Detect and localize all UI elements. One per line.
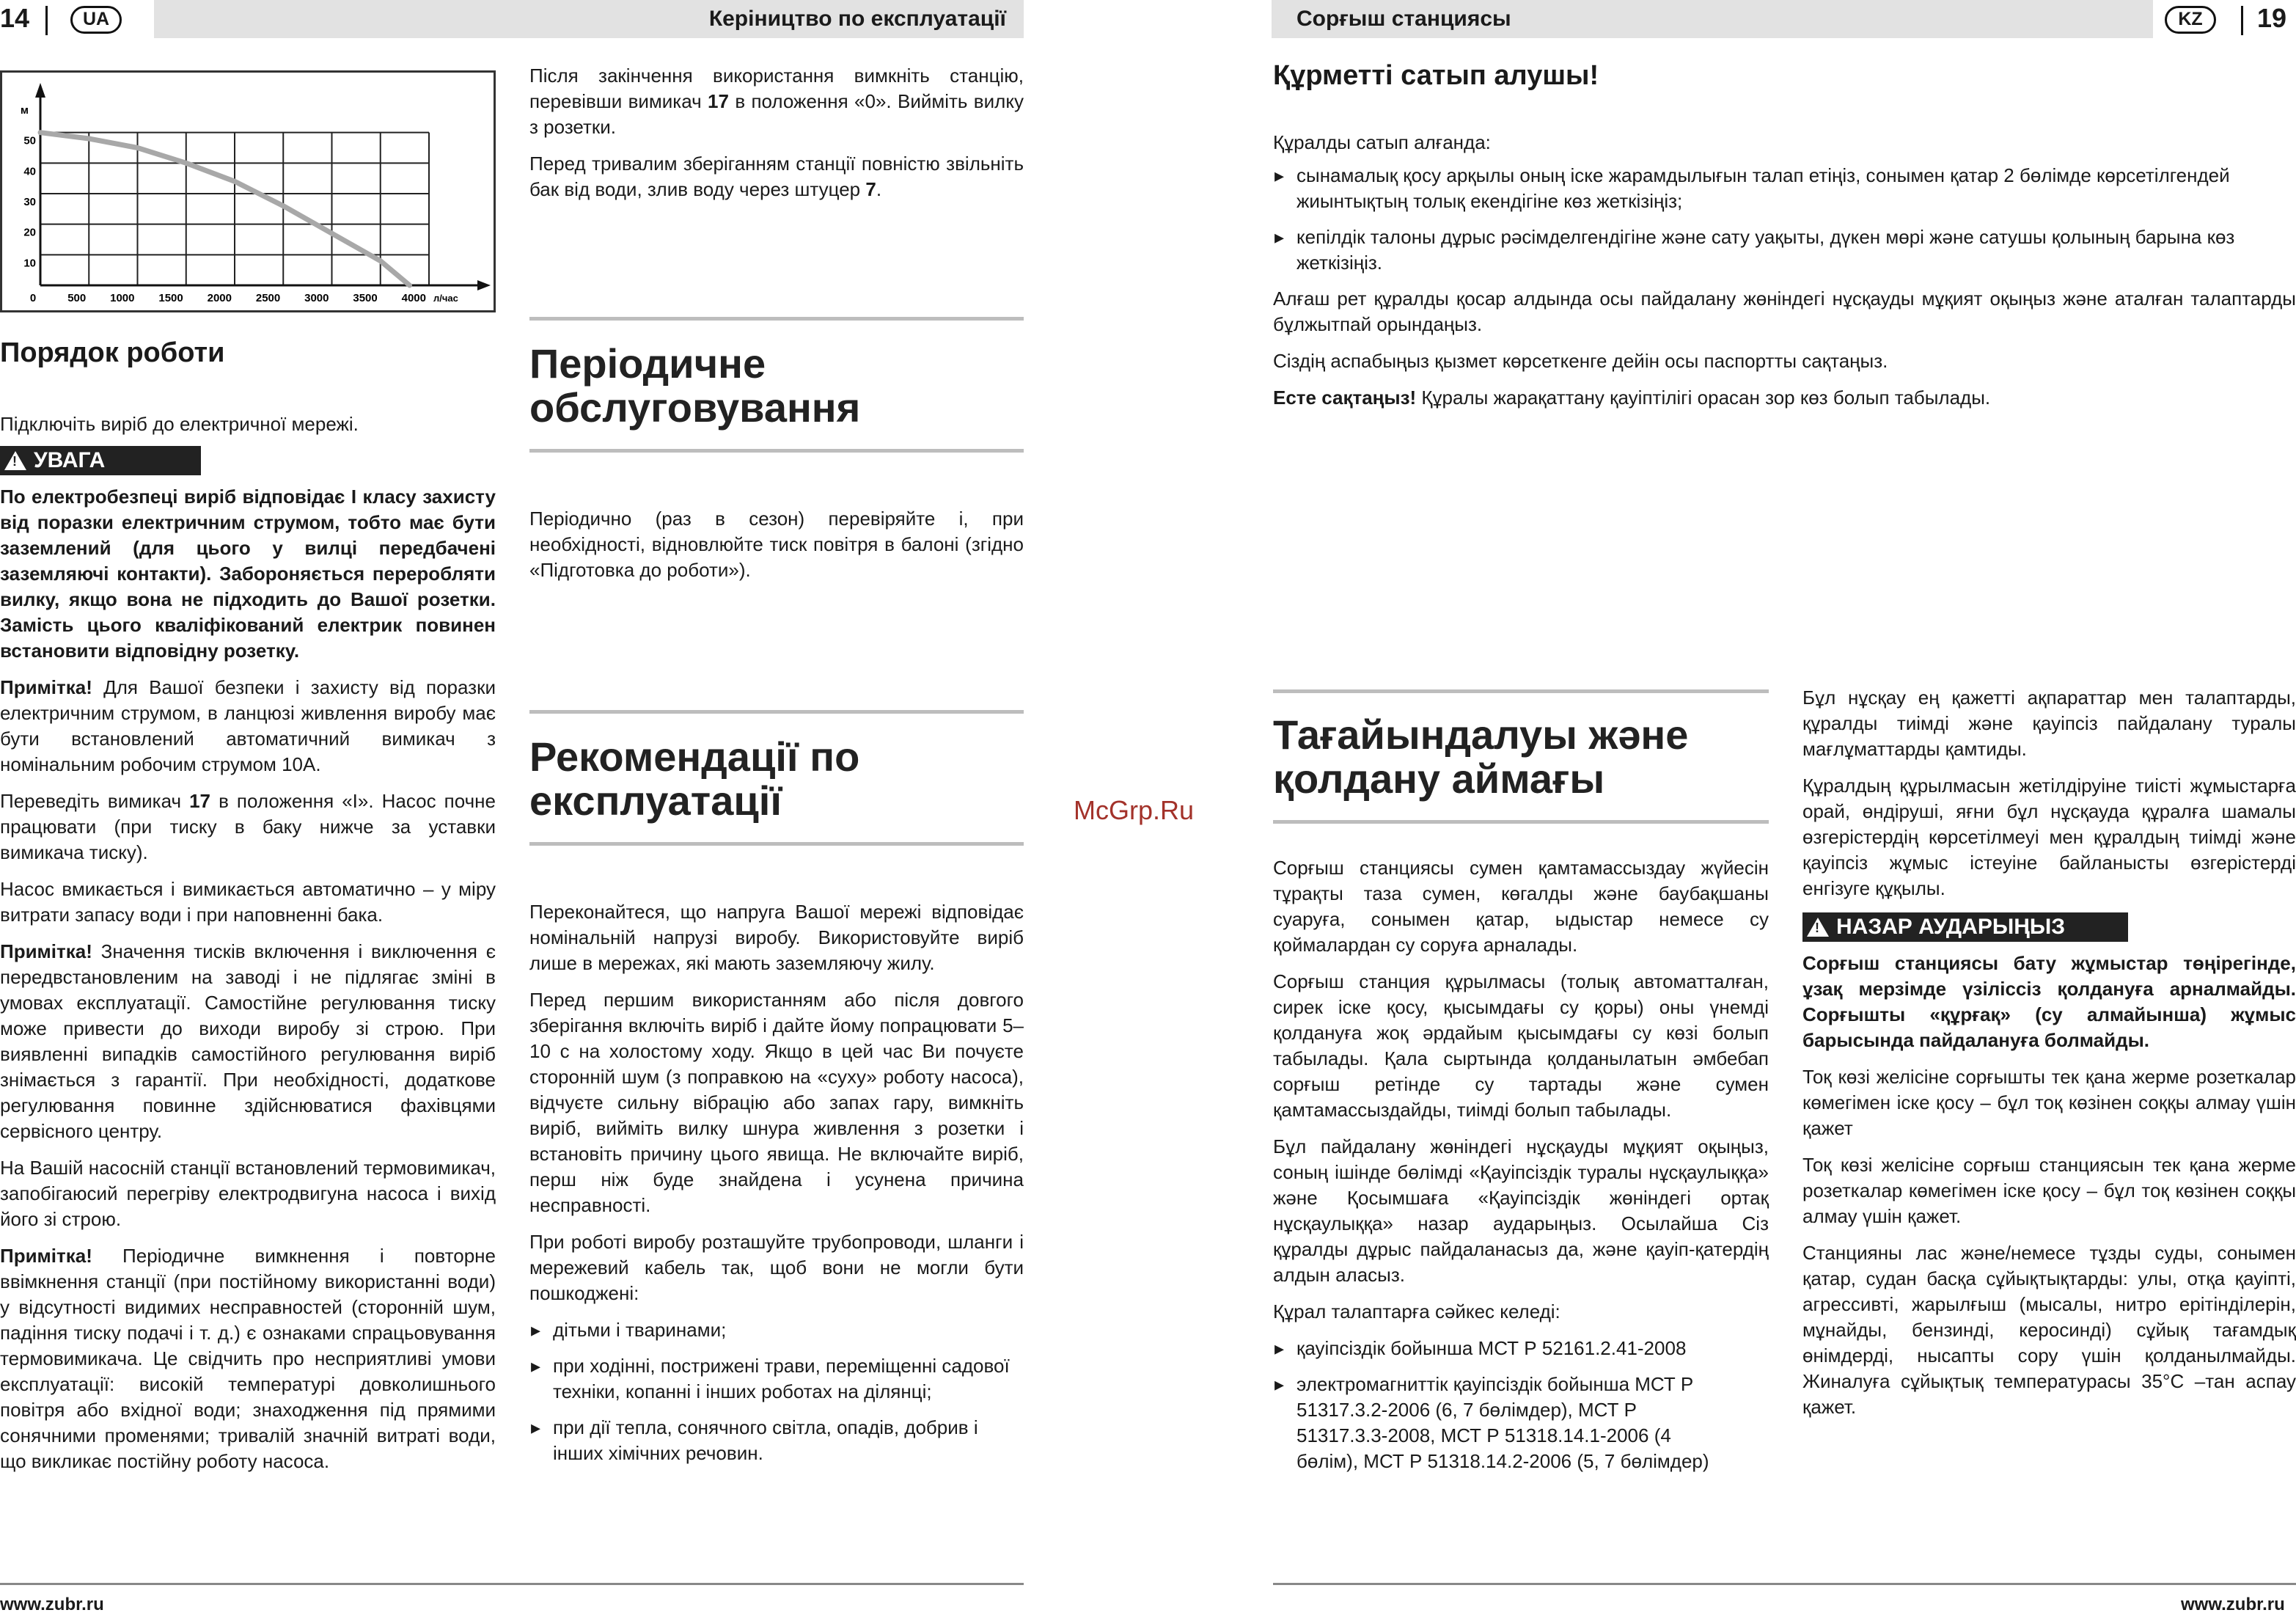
paragraph-remember — [1273, 385, 2296, 411]
paragraph-periodic: Періодично (раз в сезон) перевіряйте і, при необхідності, відновлюйте тиск повітря в балоні (згідно «Підготовка до роботи»). — [529, 508, 1024, 581]
chart-grid — [40, 133, 429, 285]
list-item: ▸ дітьми і тваринами; — [529, 1317, 1024, 1343]
header-title: Керіництво по експлуатації — [708, 7, 1006, 31]
paragraph-storage: Перед тривалим зберіганням станції повністю звільніть бак від води, злив воду через штуцер 7. — [529, 153, 1024, 200]
fitting-number: 7 — [865, 178, 876, 200]
header-divider — [45, 6, 48, 35]
paragraph-keep-passport: Сіздің аспабыңыз қызмет көрсеткенге дейін осы паспортты сақтаңыз. — [1273, 350, 1888, 372]
paragraph-placement: При роботі виробу розташуйте трубопроводи, шланги і мережевий кабель так, щоб вони не могли бути пошкоджені: — [529, 1231, 1024, 1304]
page-number: 14 — [0, 3, 30, 33]
page-number: 19 — [2257, 3, 2287, 33]
right-column-2 — [1802, 685, 2296, 1431]
note-label: Примітка! — [0, 676, 92, 698]
switch-on-text-a: Переведіть вимикач — [0, 790, 182, 812]
list-item: ▸ қауіпсіздік бойынша МСТ Р 52161.2.41-2008 — [1273, 1336, 1769, 1361]
warning-triangle-icon: ! — [1807, 918, 1829, 937]
paragraph-design: Сорғыш станция құрылмасы (толық автоматталған, сирек іске қосу, қысымдағы су қоры) оны үнемді қолдануға жоқ әрдайым қысымдағы су көзі болып табылады. Қала сыртында қолданылатын әмбебап сорғыш ретінде су тартады және сумен қамтамассыздайды, тиімді болып табылады. — [1273, 970, 1769, 1121]
paragraph-first-use: Алғаш рет құралды қосар алдында осы пайдалану жөніндегі нұсқауды мұқият оқыңыз және аталған талаптарды бұлжытпай орындаңыз. — [1273, 288, 2296, 335]
y-tick-label: 50 — [23, 134, 36, 147]
header-title: Сорғыш станциясы — [1296, 7, 1511, 31]
note-label: Примітка! — [0, 940, 92, 962]
after-use-text-a: Після закінчення використання вимкніть станцію, перевівши вимикач — [529, 65, 1024, 112]
section-rule-2 — [529, 449, 1024, 453]
heading-periodic-maintenance: Періодичне обслуговування — [529, 340, 861, 431]
lang-badge-ua: UA — [70, 6, 122, 34]
paragraph-first-use: Перед першим використанням або після довгого зберігання включіть виріб і дайте йому попрацювати 5–10 с на холостому ходу. Якщо в цей час Ви почуєте сторонній шум (з поправкою на «суху» роботу насоса), відчуєте сильну вібрацію або запах гару, вимкніть виріб, вийміть вилку шнура живлення з розетки і встановіть причину цього явища. Не включайте виріб, перш ніж буде знайдена і усунена причина несправності. — [529, 989, 1024, 1216]
list-item: ▸ сынамалық қосу арқылы оның іске жарамдылығын талап етіңіз, сонымен қатар 2 бөлімде көрсетілгендей жиынтықтың толық екендігіне көз жеткізіңіз; — [1273, 163, 2296, 214]
paragraph-purpose: Сорғыш станциясы сумен қамтамассыздау жүйесін тұрақты таза сумен, көгалды және баубақшаны суаруға, сонымен қатар, ыдыстар немесе су қоймалардан су соруға арналады. — [1273, 857, 1769, 956]
paragraph-standards: Құрал талаптарға сәйкес келеді: — [1273, 1300, 1560, 1322]
paragraph-intro: Құралды сатып алғанда: — [1273, 131, 1491, 153]
right-header-bar — [1272, 0, 2153, 38]
remember-label: Есте сақтаңыз! — [1273, 387, 1417, 409]
paragraph-grounding-1: Тоқ көзі желісіне сорғышты тек қана жерме розеткалар көмегімен іске қосу – бұл тоқ көзінен соққы алмау үшін қажет — [1802, 1066, 2296, 1139]
left-header-title-bar — [154, 0, 1024, 38]
list-item: ▸ электромагниттік қауіпсіздік бойынша МСТ Р 51317.3.2-2006 (6, 7 бөлімдер), МСТ Р 51317.3.3-2008, МСТ Р 51318.14.1-2006 (4 бөлім), МСТ Р 51318.14.2-2006 (5, 7 бөлімдер) — [1273, 1372, 1728, 1474]
section-rule-5 — [1273, 689, 1769, 693]
y-tick-label: 40 — [23, 165, 36, 178]
switch-on-text-b: в положення «I». Насос почне працювати (при тиску в баку нижче за уставки вимикача тиску). — [0, 790, 496, 863]
x-tick-label: 2000 — [207, 292, 232, 304]
chart-axes — [35, 83, 491, 290]
paragraph-thermal: На Вашій насосній станції встановлений термовимикач, запобігаюсий перегріву електродвигуна насоса і вихід його зі строю. — [0, 1157, 496, 1230]
warning-label: УВАГА — [34, 448, 106, 472]
x-tick-label: 4000 — [401, 292, 426, 304]
remember-text: Құралы жарақаттану қауіптілігі орасан зор көз болып табылады. — [1421, 387, 1991, 409]
paragraph-voltage: Переконайтеся, що напруга Вашої мережі відповідає номінальній напрузі виробу. Використовуйте виріб лише в мережах, які мають заземляючу жилу. — [529, 901, 1024, 974]
heading-purpose: Тағайындалуы және қолдану аймағы — [1273, 711, 1689, 802]
note-3-text: Періодичне вимкнення і повторне ввімкнення станції (при постійному використанні води) у відсутності видимих несправностей (сторонній шум, падіння тиску подачі і т. д.) є ознаками спрацьовування термовимикача. Це свідчить про несприятливі умови експлуатації: високій температурі довколишнього повітря або вхідної води; знаходження під прямими сонячними променями; тривалій значній витраті води, що викликає постійну роботу насоса. — [0, 1245, 496, 1472]
switch-number: 17 — [708, 90, 729, 112]
paragraph-note-2 — [0, 939, 496, 1144]
right-column-1 — [1273, 855, 1769, 1485]
paragraph-auto: Насос вмикається і вимикається автоматично – у міру витрати запасу води і при наповненні бака. — [0, 878, 496, 926]
paragraph-read-manual: Бұл пайдалану жөніндегі нұсқауды мұқият оқыңыз, соның ішінде бөлімді «Қауіпсіздік туралы нұсқаулыққа» және Қосымшаға «Қауіпсіздік жөніндегі ортақ нұсқаулыққа» назар аударыңыз. Осылайша Сіз құралды дұрыс пайдаланасыз да, және қауіп-қатердің алдын аласыз. — [1273, 1135, 1769, 1286]
pump-performance-chart — [0, 70, 496, 312]
list-item: ▸ при ходінні, пострижені трави, переміщенні садової техніки, копанні і інших роботах на ділянці; — [529, 1353, 1024, 1405]
greeting-heading: Құрметті сатып алушы! — [1273, 60, 1599, 91]
x-tick-label: 3000 — [304, 292, 329, 304]
right-footer-rule — [1273, 1583, 2296, 1585]
paragraph-warning: Сорғыш станциясы бату жұмыстар төңірегінде, ұзақ мерзімде үзіліссіз қолдануға арналмайды. Сорғышты «құрғақ» (су алмайынша) жұмыс барысында пайдалануға болмайды. — [1802, 952, 2296, 1051]
paragraph-note-1 — [0, 675, 496, 777]
header-divider — [2241, 6, 2243, 35]
warning-label: НАЗАР АУДАРЫҢЫЗ — [1836, 915, 2066, 939]
standards-list — [1273, 1336, 1769, 1474]
periodic-text — [529, 506, 1024, 594]
list-item: ▸ кепілдік талоны дұрыс рәсімделгендігіне және сату уақыты, дүкен мөрі және сатушы қолының барына көз жеткізіңіз. — [1273, 224, 2296, 276]
list-item: ▸ при дії тепла, сонячного світла, опадів, добрив і інших хімічних речовин. — [529, 1415, 1024, 1466]
x-tick-label: 3500 — [353, 292, 378, 304]
left-header-bar — [0, 0, 1024, 38]
recommendations-text — [529, 899, 1024, 1477]
paragraph-warning: По електробезпеці виріб відповідає I класу захисту від поразки електричним струмом, тобто має бути заземлений (для цього у вилці передбачені заземляючі контакти). Забороняється переробляти вилку, якщо вона не підходить до Вашої розетки. Замість цього кваліфікований електрик повинен встановити відповідну розетку. — [0, 486, 496, 662]
y-tick-label: 30 — [23, 196, 36, 208]
paragraph-changes: Құралдың құрылмасын жетілдіруіне тиісті жұмыстарға орай, өндіруші, яғни бұл нұсқауда құралға шамалы өзгерістердің көрсетілмеуі мен құралдың тиімді және қауіпсіз жұмыс істеуіне байланысты өзгерістерді енгізуге құқылы. — [1802, 775, 2296, 899]
x-tick-label: 1000 — [110, 292, 135, 304]
storage-text: Перед тривалим зберіганням станції повністю звільніть бак від води, злив воду через штуцер — [529, 153, 1024, 200]
left-column-1 — [0, 337, 496, 1485]
paragraph-after-use — [529, 63, 1024, 140]
intro-list — [1273, 163, 2296, 276]
right-intro — [1273, 60, 2296, 422]
y-tick-label: 10 — [23, 257, 36, 270]
x-tick-label: 500 — [67, 292, 87, 304]
warning-triangle-icon: ! — [4, 451, 26, 470]
section-rule-6 — [1273, 820, 1769, 824]
section-rule-3 — [529, 710, 1024, 714]
left-footer-url[interactable]: www.zubr.ru — [0, 1595, 104, 1614]
paragraph-grounding-2: Тоқ көзі желісіне сорғыш станциясын тек қана жерме розеткалар көмегімен іске қосу – бұл тоқ көзінен соққы алмау үшін қажет. — [1802, 1154, 2296, 1227]
heading-recommendations: Рекомендації по експлуатації — [529, 733, 860, 824]
left-page-header — [0, 0, 1024, 38]
lang-badge-kz: KZ — [2165, 6, 2216, 34]
series-line-hq — [40, 133, 410, 285]
x-tick-label: 2500 — [255, 292, 281, 304]
y-axis-label: м — [20, 104, 29, 117]
section-rule-1 — [529, 317, 1024, 321]
paragraph-connect: Підключіть виріб до електричної мережі. — [0, 413, 359, 435]
paragraph-note-3 — [0, 1243, 496, 1474]
x-axis-label: л/час — [433, 293, 458, 304]
y-axis-arrow — [35, 83, 45, 98]
chart-svg — [2, 73, 494, 310]
left-column-2 — [529, 63, 1024, 213]
paragraph-manual-content: Бұл нұсқау ең қажетті ақпараттар мен талаптарды, құралды тиімді және қауіпсіз пайдалану туралы мағлұматтарды қамтиды. — [1802, 687, 2296, 760]
warning-banner — [1802, 912, 2128, 942]
after-use-text-b: в положення «0». Вийміть вилку з розетки. — [529, 90, 1024, 138]
chart-series — [40, 133, 410, 285]
x-axis-arrow — [477, 280, 491, 290]
section-rule-4 — [529, 842, 1024, 846]
switch-number: 17 — [189, 790, 211, 812]
x-tick-label: 0 — [29, 292, 37, 304]
paragraph-liquids: Станцияны лас және/немесе тұзды суды, сонымен қатар, судан басқа сұйықтықтарды: улы, отқа қауіпті, агрессивті, жарылғыш (мысалы, нитро ерітінділерін, мұнайды, бензинді, керосинді) сұйық тағамдық өнімдерді, нысапты сору үшін қолданылмайды. Жиналуға сұйықтық температурасы 35°C –тан аспау қажет. — [1802, 1242, 2296, 1418]
note-2-text: Значення тисків включення і виключення є передвстановленим на заводі і не підлягає зміні в умовах експлуатації. Самостійне регулювання тиску може привести до виходи виробу зі строю. При виявленні випадків самостійного регулювання виріб знімається з гарантії. При необхідності, додаткове регулювання повинне здійснюватися фахівцями сервісного центру. — [0, 940, 496, 1142]
watermark: McGrp.Ru — [1074, 795, 1195, 825]
x-tick-label: 1500 — [158, 292, 183, 304]
y-tick-label: 20 — [23, 226, 36, 239]
warning-banner — [0, 446, 201, 475]
paragraph-switch-on — [0, 788, 496, 866]
note-1-text: Для Вашої безпеки і захисту від поразки електричним струмом, в ланцюзі живлення виробу має бути встановлений автоматичний вимикач з номінальним робочим струмом 10А. — [0, 676, 496, 775]
section-heading-operation: Порядок роботи — [0, 337, 225, 368]
right-footer-url[interactable]: www.zubr.ru — [2181, 1595, 2285, 1614]
note-label: Примітка! — [0, 1245, 92, 1267]
left-footer-rule — [0, 1583, 1024, 1585]
damage-list — [529, 1317, 1024, 1466]
